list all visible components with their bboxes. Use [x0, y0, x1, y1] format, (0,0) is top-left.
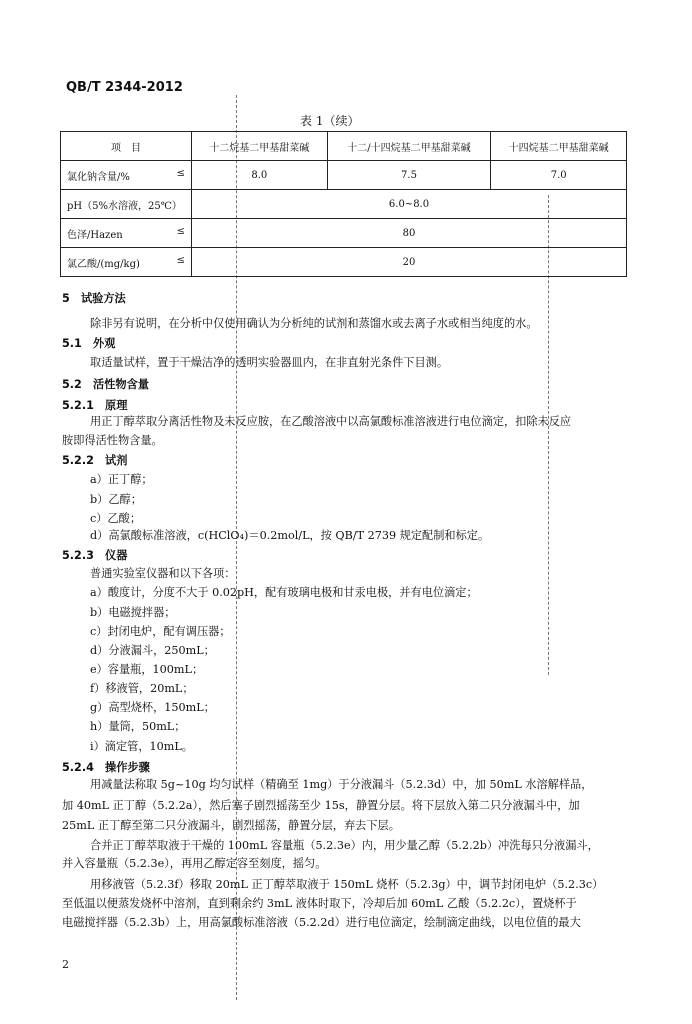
paragraph: 用正丁醇萃取分离活性物及未反应胺，在乙酸溶液中以高氯酸标准溶液进行电位滴定，扣除未反应: [90, 415, 572, 428]
list-item: a）酸度计，分度不大于 0.02pH，配有玻璃电极和甘汞电极，并有电位滴定；: [90, 586, 478, 599]
list-item: f）移液管，20mL；: [90, 682, 194, 695]
section-heading: 5.2.2 试剂: [62, 454, 128, 467]
table-row: [61, 219, 627, 248]
list-item: g）高型烧杯，150mL；: [90, 701, 215, 714]
row-item-label: pH（5%水溶液，25℃）: [67, 200, 182, 212]
list-item: b）电磁搅拌器；: [90, 606, 176, 619]
page-number: 2: [62, 958, 69, 971]
section-heading: 5.2.3 仪器: [62, 549, 128, 562]
table-cell: 7.5: [327, 161, 491, 190]
table-row: [61, 248, 627, 277]
paragraph-line: 合并正丁醇萃取液于干燥的 100mL 容量瓶（5.2.3e）内，用少量乙醇（5.2.2b）冲洗每只分液漏斗，: [90, 839, 599, 852]
table-cell-merged: 80: [192, 219, 627, 248]
list-item: h）量筒，50mL；: [90, 720, 186, 733]
section-heading: 5.2.1 原理: [62, 399, 128, 412]
list-item: c）封闭电炉，配有调压器；: [90, 625, 231, 638]
table-row: [61, 190, 627, 219]
paragraph-line: 并入容量瓶（5.2.3e），再用乙醇定容至刻度，摇匀。: [62, 857, 327, 870]
table-cell: 8.0: [192, 161, 328, 190]
row-item-label: 色泽/Hazen: [67, 229, 123, 241]
table-cell-merged: 20: [192, 248, 627, 277]
paragraph: 普通实验室仪器和以下各项：: [90, 567, 236, 580]
limit-symbol: ≤: [176, 167, 185, 179]
paragraph: 除非另有说明，在分析中仅使用确认为分析纯的试剂和蒸馏水或去离子水或相当纯度的水。: [90, 317, 538, 330]
row-item-label: 氯乙酸/(mg/kg): [67, 258, 140, 270]
standard-code-header: QB/T 2344-2012: [66, 80, 183, 95]
paragraph: 取适量试样，置于干燥洁净的透明实验器皿内，在非直射光条件下目测。: [90, 356, 449, 369]
section-heading: 5.2.4 操作步骤: [62, 761, 150, 774]
paragraph-line: 至低温以便蒸发烧杯中溶剂，直到剩余约 3mL 液体时取下，冷却后加 60mL 乙酸（5.2.2c），置烧杯于: [62, 897, 577, 910]
paragraph-line: 25mL 正丁醇至第二只分液漏斗，剧烈摇荡，静置分层，弃去下层。: [62, 819, 400, 832]
column-header: 项 目: [61, 132, 192, 161]
table-header-row: [61, 132, 627, 161]
list-item: d）高氯酸标准溶液，c(HClO₄)＝0.2mol/L，按 QB/T 2739 规定配制和标定。: [90, 529, 490, 542]
list-item: d）分液漏斗，250mL；: [90, 644, 215, 657]
section-heading: 5 试验方法: [62, 292, 126, 305]
column-header: 十二/十四烷基二甲基甜菜碱: [327, 132, 491, 161]
paragraph: 胺即得活性物含量。: [62, 434, 163, 447]
list-item: a）正丁醇；: [90, 473, 153, 486]
spec-table: [60, 131, 627, 277]
list-item: c）乙酸；: [90, 512, 142, 525]
limit-symbol: ≤: [176, 225, 185, 237]
section-heading: 5.1 外观: [62, 337, 116, 350]
paragraph-line: 用移液管（5.2.3f）移取 20mL 正丁醇萃取液于 150mL 烧杯（5.2.3g）中，调节封闭电炉（5.2.3c）: [90, 878, 604, 891]
list-item: i）滴定管，10mL。: [90, 740, 193, 753]
section-heading: 5.2 活性物含量: [62, 378, 149, 391]
list-item: e）容量瓶，100mL；: [90, 663, 204, 676]
paragraph-line: 加 40mL 正丁醇（5.2.2a），然后塞子剧烈摇荡至少 15s，静置分层。将下层放入第二只分液漏斗中，加: [62, 799, 580, 812]
paragraph-line: 电磁搅拌器（5.2.3b）上，用高氯酸标准溶液（5.2.2d）进行电位滴定，绘制滴定曲线，以电位值的最大: [62, 916, 581, 929]
list-item: b）乙醇；: [90, 493, 142, 506]
column-header: 十四烷基二甲基甜菜碱: [491, 132, 627, 161]
table-row: [61, 161, 627, 190]
table-caption: 表 1（续）: [300, 114, 360, 128]
table-cell-merged: 6.0~8.0: [192, 190, 627, 219]
limit-symbol: ≤: [176, 254, 185, 266]
row-item-label: 氯化钠含量/%: [67, 171, 130, 183]
table-cell: 7.0: [491, 161, 627, 190]
column-header: 十二烷基二甲基甜菜碱: [192, 132, 328, 161]
paragraph-line: 用减量法称取 5g~10g 均匀试样（精确至 1mg）于分液漏斗（5.2.3d）中，加 50mL 水溶解样品，: [90, 778, 593, 791]
